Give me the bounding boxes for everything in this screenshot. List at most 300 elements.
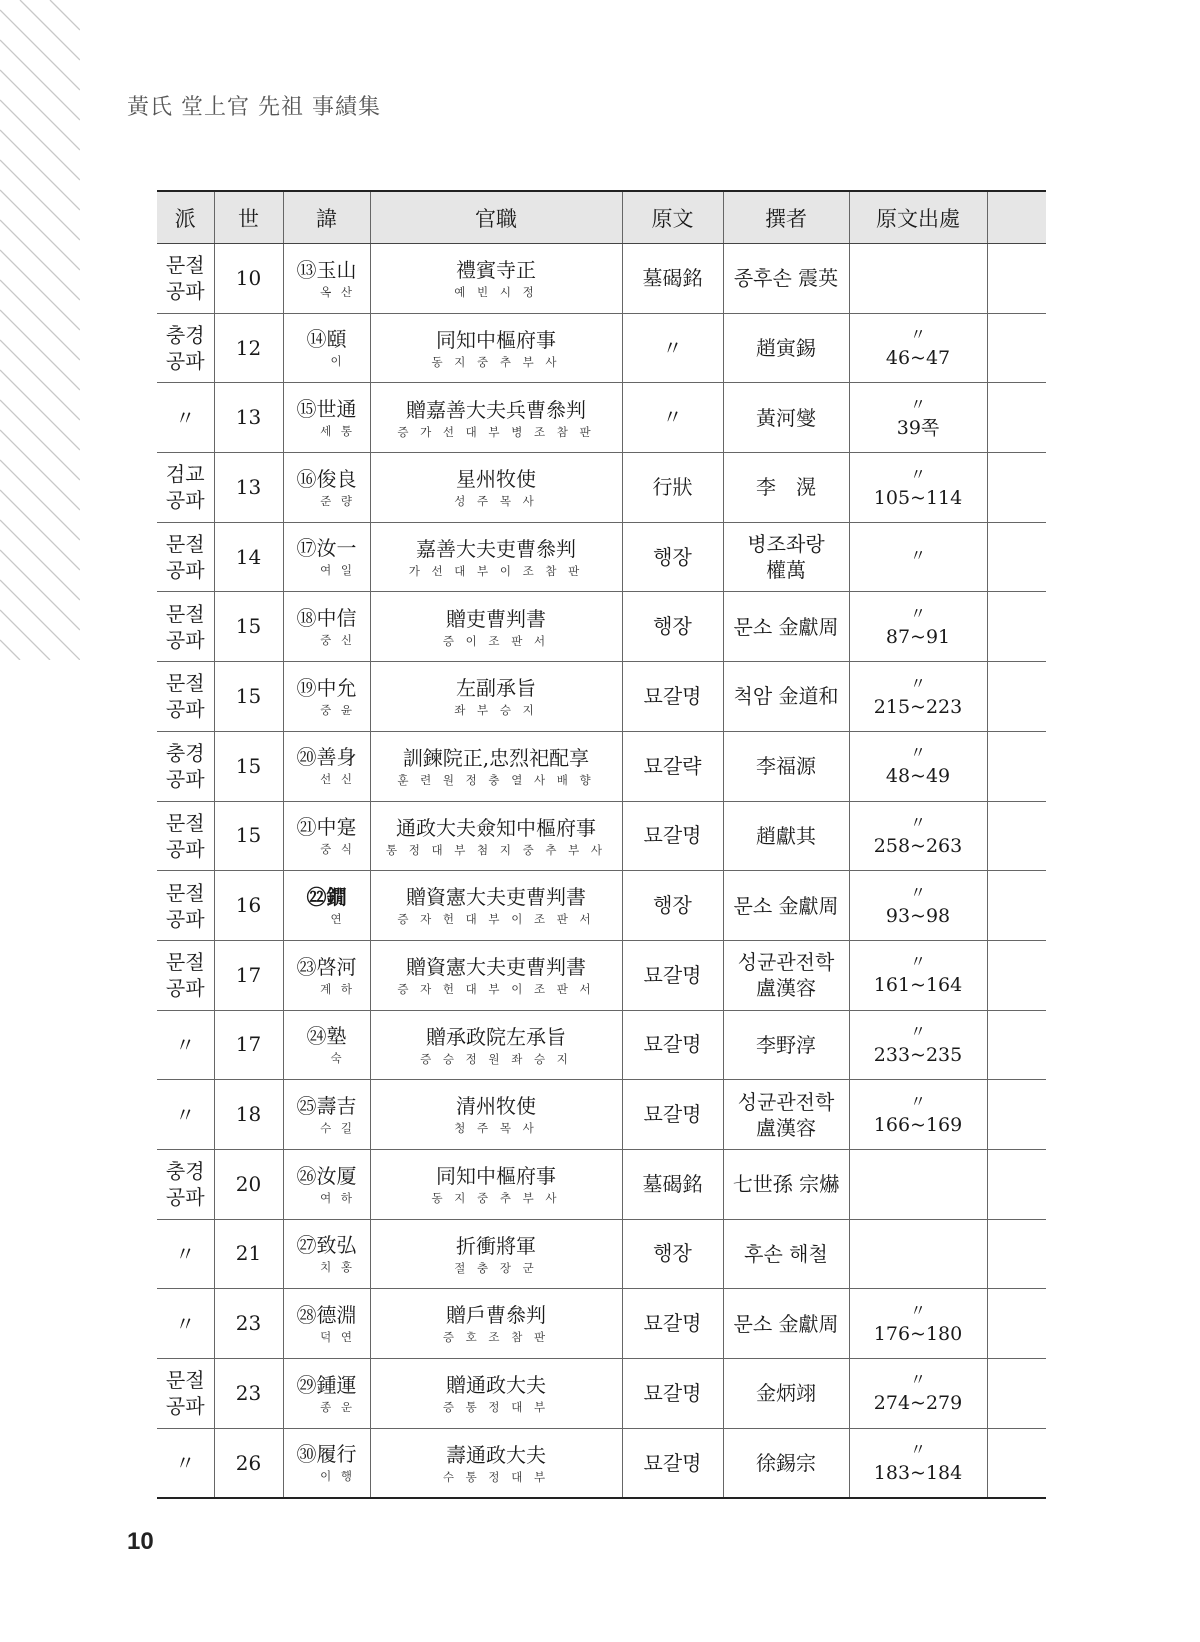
cell-source [849,1010,987,1080]
cell-author [723,801,849,871]
cell-source [849,1219,987,1289]
decorative-stripes [0,0,80,660]
cell-pa [157,522,214,592]
cell-title [370,1010,622,1080]
name-hangul: 계 하 [320,981,355,996]
cell-pa [157,940,214,1010]
cell-se: 18 [214,1080,283,1150]
author-text: 李福源 [756,754,816,779]
source-ditto-mark: 〃 [909,464,926,484]
name-hangul: 세 통 [320,424,355,439]
author-text: 徐錫宗 [756,1451,816,1476]
pa-text: 〃 [175,1311,196,1336]
name-hanja: ㉖汝厦 [296,1163,357,1188]
title-hangul: 좌 부 승 지 [454,703,538,718]
pa-text: 검교 공파 [165,462,205,513]
source-pages: 183~184 [873,1462,963,1485]
cell-doc: 〃 [622,313,723,383]
table-row [157,1219,1046,1289]
pa-text: 문절 공파 [165,601,205,652]
name-hangul: 종 운 [320,1399,355,1414]
table-row [157,453,1046,523]
title-hangul: 동 지 중 추 부 사 [431,354,561,369]
cell-doc: 묘갈명 [622,801,723,871]
cell-source [849,662,987,732]
source-ditto-mark: 〃 [909,673,926,693]
title-hangul: 증 승 정 원 좌 승 지 [420,1051,572,1066]
cell-title [370,1080,622,1150]
title-hangul: 예 빈 시 정 [454,285,538,300]
name-hanja: ㉙鍾運 [296,1372,357,1397]
name-hanja: ⑭頤 [306,327,347,352]
source-ditto-mark: 〃 [909,1440,926,1460]
source-pages: 215~223 [873,695,963,718]
cell-doc: 묘갈명 [622,940,723,1010]
cell-empty [987,313,1046,383]
cell-doc: 묘갈략 [622,731,723,801]
source-ditto-mark: 〃 [909,546,926,566]
name-hangul: 숙 [330,1051,345,1066]
cell-source [849,1359,987,1429]
title-hanja: 折衝將軍 [456,1233,536,1258]
title-hangul: 증 자 헌 대 부 이 조 판 서 [397,912,595,927]
cell-source [849,801,987,871]
cell-se: 21 [214,1219,283,1289]
cell-pa [157,592,214,662]
cell-name [283,871,370,941]
name-hanja: ⑱中信 [296,606,357,631]
cell-author [723,1010,849,1080]
cell-empty [987,1080,1046,1150]
source-pages: 46~47 [885,347,951,370]
cell-title [370,1219,622,1289]
cell-title [370,1359,622,1429]
cell-empty [987,662,1046,732]
header-se: 世 [214,191,283,244]
page-number: 10 [127,1528,154,1555]
cell-empty [987,1149,1046,1219]
name-hangul: 이 [330,354,345,369]
cell-name [283,731,370,801]
header-author: 撰者 [723,191,849,244]
name-hanja: ⑰汝一 [296,536,357,561]
cell-name [283,383,370,453]
pa-text: 문절 공파 [165,1368,205,1419]
cell-empty [987,1289,1046,1359]
title-hangul: 가 선 대 부 이 조 참 판 [408,563,584,578]
source-pages: 105~114 [873,486,963,509]
author-text: 문소 金獻周 [733,1311,839,1336]
name-hanja: ㉗致弘 [296,1233,357,1258]
cell-doc: 묘갈명 [622,1428,723,1498]
source-pages: 258~263 [873,834,963,857]
author-text: 척암 金道和 [733,684,839,709]
cell-pa [157,1010,214,1080]
source-ditto-mark: 〃 [909,1370,926,1390]
cell-pa [157,801,214,871]
title-hangul: 수 통 정 대 부 [442,1469,550,1484]
cell-name [283,1428,370,1498]
name-hanja: ㉕壽吉 [296,1093,357,1118]
pa-text: 문절 공파 [165,880,205,931]
pa-text: 충경 공파 [165,1159,205,1210]
name-hanja: ⑬玉山 [296,257,357,282]
cell-se: 17 [214,1010,283,1080]
table-body [157,244,1046,1499]
source-ditto-mark: 〃 [909,743,926,763]
cell-source [849,1080,987,1150]
cell-author [723,1080,849,1150]
cell-author [723,313,849,383]
cell-author [723,1359,849,1429]
author-text: 후손 해철 [744,1241,828,1266]
cell-author [723,383,849,453]
title-hangul: 통 정 대 부 첨 지 중 추 부 사 [386,842,606,857]
cell-source [849,244,987,314]
name-hangul: 덕 연 [320,1329,355,1344]
cell-doc: 墓碣銘 [622,244,723,314]
cell-pa [157,871,214,941]
source-pages: 93~98 [885,904,951,927]
cell-title [370,453,622,523]
cell-pa [157,1428,214,1498]
cell-doc: 행장 [622,871,723,941]
cell-pa [157,313,214,383]
name-hanja: ㉘德淵 [296,1302,357,1327]
name-hangul: 중 윤 [320,702,355,717]
cell-author [723,871,849,941]
title-hangul: 성 주 목 사 [454,494,538,509]
cell-title [370,1149,622,1219]
source-ditto-mark: 〃 [909,952,926,972]
title-hangul: 증 자 헌 대 부 이 조 판 서 [397,982,595,997]
name-hangul: 중 신 [320,633,355,648]
cell-empty [987,731,1046,801]
name-hangul: 옥 산 [320,284,355,299]
source-pages: 161~164 [873,974,963,997]
cell-doc: 행장 [622,592,723,662]
cell-se: 13 [214,383,283,453]
table-row [157,801,1046,871]
author-text: 문소 金獻周 [733,614,839,639]
cell-empty [987,592,1046,662]
cell-author [723,522,849,592]
name-hanja: ⑯俊良 [296,466,357,491]
title-hanja: 嘉善大夫吏曹叅判 [416,536,576,561]
cell-title [370,244,622,314]
pa-text: 문절 공파 [165,950,205,1001]
source-ditto-mark: 〃 [909,1300,926,1320]
cell-pa [157,1289,214,1359]
cell-empty [987,1219,1046,1289]
cell-author [723,1289,849,1359]
cell-empty [987,871,1046,941]
pa-text: 〃 [175,1032,196,1057]
table-row [157,244,1046,314]
cell-title [370,383,622,453]
cell-source [849,1428,987,1498]
cell-doc: 묘갈명 [622,1289,723,1359]
cell-pa [157,453,214,523]
cell-empty [987,244,1046,314]
title-hanja: 贈戶曹叅判 [446,1303,546,1328]
title-hanja: 贈承政院左承旨 [426,1024,566,1049]
title-hangul: 청 주 목 사 [454,1121,538,1136]
source-ditto-mark: 〃 [909,812,926,832]
cell-doc: 행장 [622,522,723,592]
source-ditto-mark: 〃 [909,603,926,623]
name-hangul: 치 홍 [320,1260,355,1275]
source-pages: 87~91 [885,625,951,648]
cell-pa [157,1359,214,1429]
pa-text: 충경 공파 [165,741,205,792]
cell-se: 14 [214,522,283,592]
title-hanja: 贈吏曹判書 [446,606,546,631]
title-hangul: 훈 련 원 정 충 열 사 배 향 [397,772,595,787]
cell-doc: 墓碣銘 [622,1149,723,1219]
source-ditto-mark: 〃 [909,1022,926,1042]
cell-se: 17 [214,940,283,1010]
title-hangul: 동 지 중 추 부 사 [431,1191,561,1206]
cell-title [370,731,622,801]
table-row [157,940,1046,1010]
cell-se: 10 [214,244,283,314]
source-ditto-mark: 〃 [909,394,926,414]
table-header [157,191,1046,244]
title-hangul: 절 충 장 군 [454,1260,538,1275]
name-hanja: ⑳善身 [296,745,357,770]
source-pages: 48~49 [885,765,951,788]
cell-author [723,1149,849,1219]
pa-text: 〃 [175,1241,196,1266]
cell-source [849,383,987,453]
pa-text: 문절 공파 [165,671,205,722]
ancestor-records-table [157,190,1046,1499]
header-doc: 原文 [622,191,723,244]
author-text: 七世孫 宗爀 [732,1172,840,1197]
cell-name [283,1010,370,1080]
cell-name [283,313,370,383]
cell-author [723,940,849,1010]
cell-se: 15 [214,731,283,801]
name-hanja: ㉚履行 [296,1442,357,1467]
cell-empty [987,383,1046,453]
cell-author [723,244,849,314]
cell-doc: 묘갈명 [622,1010,723,1080]
cell-source [849,1149,987,1219]
cell-name [283,1359,370,1429]
pa-text: 〃 [175,1102,196,1127]
cell-name [283,662,370,732]
author-text: 성균관전학 盧漢容 [737,950,835,1001]
cell-title [370,522,622,592]
title-hanja: 同知中樞府事 [436,327,556,352]
source-pages: 166~169 [873,1113,963,1136]
cell-doc: 〃 [622,383,723,453]
table-row [157,1359,1046,1429]
header-title: 官職 [370,191,622,244]
cell-source [849,731,987,801]
cell-doc: 묘갈명 [622,662,723,732]
title-hanja: 贈嘉善大夫兵曹叅判 [406,397,586,422]
title-hanja: 禮賓寺正 [456,258,536,283]
header-name: 諱 [283,191,370,244]
cell-name [283,522,370,592]
author-text: 黃河燮 [756,405,816,430]
name-hanja: ㉒鐗 [306,884,347,909]
title-hangul: 증 호 조 참 판 [442,1330,550,1345]
cell-name [283,1080,370,1150]
pa-text: 문절 공파 [165,810,205,861]
cell-title [370,313,622,383]
title-hanja: 贈通政大夫 [446,1373,546,1398]
cell-source [849,592,987,662]
cell-pa [157,244,214,314]
cell-source [849,522,987,592]
cell-name [283,1149,370,1219]
name-hanja: ㉓啓河 [296,954,357,979]
author-text: 趙寅錫 [756,336,816,361]
header-empty [987,191,1046,244]
cell-empty [987,522,1046,592]
pa-text: 문절 공파 [165,532,205,583]
cell-name [283,244,370,314]
table-row [157,1010,1046,1080]
cell-title [370,871,622,941]
source-pages: 176~180 [873,1322,963,1345]
name-hangul: 이 행 [320,1469,355,1484]
pa-text: 충경 공파 [165,323,205,374]
source-ditto-mark: 〃 [909,882,926,902]
title-hanja: 壽通政大夫 [446,1442,546,1467]
cell-empty [987,1359,1046,1429]
cell-title [370,1289,622,1359]
cell-pa [157,383,214,453]
cell-se: 12 [214,313,283,383]
cell-pa [157,1149,214,1219]
name-hangul: 여 하 [320,1190,355,1205]
cell-title [370,592,622,662]
cell-source [849,453,987,523]
cell-empty [987,801,1046,871]
name-hangul: 연 [330,911,345,926]
cell-author [723,1428,849,1498]
author-text: 李 滉 [756,475,816,500]
table-row [157,731,1046,801]
pa-text: 문절 공파 [165,253,205,304]
pa-text: 〃 [175,405,196,430]
cell-se: 13 [214,453,283,523]
cell-source [849,871,987,941]
cell-title [370,801,622,871]
cell-name [283,801,370,871]
cell-empty [987,453,1046,523]
cell-empty [987,1010,1046,1080]
table-row [157,1080,1046,1150]
table-row [157,1149,1046,1219]
author-text: 李野淳 [756,1032,816,1057]
cell-doc: 행장 [622,1219,723,1289]
title-hanja: 訓鍊院正,忠烈祀配享 [402,745,590,770]
title-hangul: 증 통 정 대 부 [442,1400,550,1415]
cell-pa [157,1219,214,1289]
source-ditto-mark: 〃 [909,325,926,345]
cell-source [849,313,987,383]
cell-empty [987,940,1046,1010]
table-row [157,313,1046,383]
header-source: 原文出處 [849,191,987,244]
cell-title [370,940,622,1010]
cell-doc: 行狀 [622,453,723,523]
cell-pa [157,1080,214,1150]
cell-author [723,453,849,523]
title-hanja: 左副承旨 [456,676,536,701]
cell-pa [157,731,214,801]
source-pages: 274~279 [873,1392,963,1415]
title-hanja: 通政大夫僉知中樞府事 [396,815,596,840]
name-hanja: ⑮世通 [296,397,357,422]
cell-name [283,453,370,523]
source-pages: 233~235 [873,1044,963,1067]
table-row [157,1428,1046,1498]
author-text: 종후손 震英 [733,266,839,291]
author-text: 문소 金獻周 [733,893,839,918]
name-hanja: ㉑中寔 [296,815,357,840]
cell-author [723,592,849,662]
table-row [157,383,1046,453]
cell-pa [157,662,214,732]
source-pages: 39쪽 [896,416,940,439]
name-hanja: ⑲中允 [296,675,357,700]
source-ditto-mark: 〃 [909,1091,926,1111]
cell-se: 23 [214,1359,283,1429]
cell-se: 23 [214,1289,283,1359]
cell-source [849,940,987,1010]
cell-author [723,1219,849,1289]
table-row [157,1289,1046,1359]
name-hangul: 준 량 [320,493,355,508]
cell-se: 26 [214,1428,283,1498]
cell-name [283,1289,370,1359]
title-hanja: 清州牧使 [456,1094,536,1119]
name-hanja: ㉔塾 [306,1024,347,1049]
author-text: 趙獻其 [756,823,816,848]
cell-name [283,1219,370,1289]
title-hanja: 贈資憲大夫吏曹判書 [406,885,586,910]
title-hangul: 증 가 선 대 부 병 조 참 판 [397,424,595,439]
cell-doc: 묘갈명 [622,1359,723,1429]
cell-se: 16 [214,871,283,941]
cell-name [283,592,370,662]
author-text: 병조좌랑 權萬 [747,532,825,583]
table-row [157,871,1046,941]
cell-doc: 묘갈명 [622,1080,723,1150]
cell-se: 15 [214,592,283,662]
running-head: 黃氏 堂上官 先祖 事績集 [127,95,381,120]
cell-name [283,940,370,1010]
cell-se: 15 [214,662,283,732]
title-hanja: 同知中樞府事 [436,1164,556,1189]
cell-author [723,662,849,732]
table-row [157,592,1046,662]
name-hangul: 여 일 [320,563,355,578]
title-hangul: 증 이 조 판 서 [442,633,550,648]
pa-text: 〃 [175,1451,196,1476]
title-hanja: 贈資憲大夫吏曹判書 [406,955,586,980]
name-hangul: 수 길 [320,1120,355,1135]
cell-se: 20 [214,1149,283,1219]
table-row [157,522,1046,592]
